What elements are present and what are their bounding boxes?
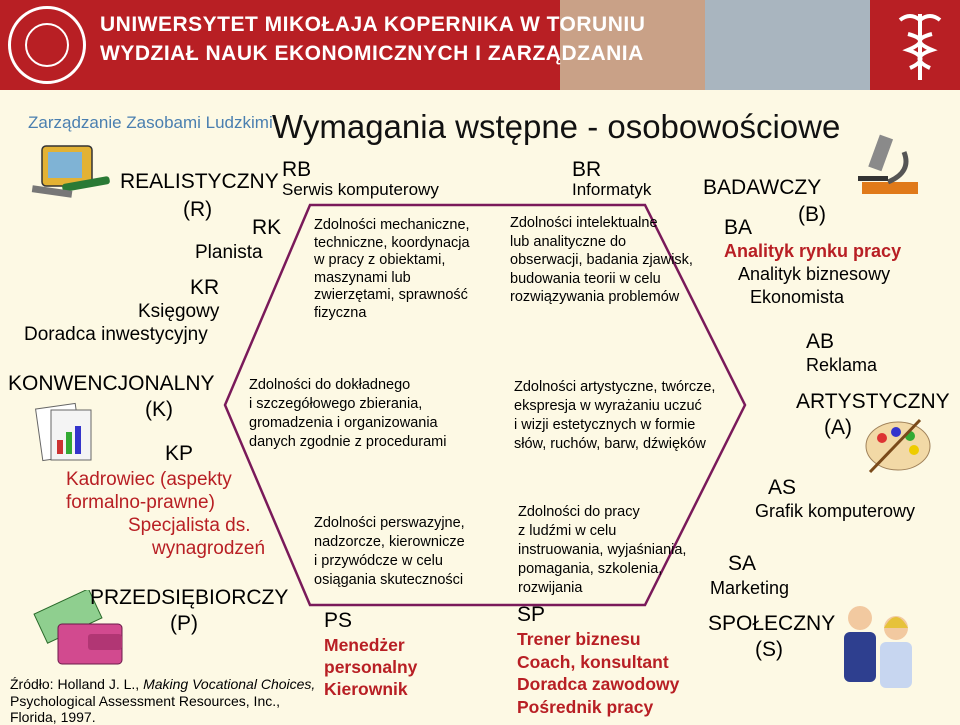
page-title: Wymagania wstępne - osobowościowe xyxy=(272,108,841,145)
job-computer-service: Serwis komputerowy xyxy=(282,180,439,199)
type-social: SPOŁECZNY xyxy=(708,612,836,635)
people-icon xyxy=(832,600,924,696)
job-payroll-specialist: Specjalista ds. xyxy=(128,515,251,536)
type-social-code: (S) xyxy=(755,638,783,661)
type-investigative: BADAWCZY xyxy=(703,176,822,199)
skills-artistic: Zdolności artystyczne, twórcze, ekspresja w wyrażaniu uczuć i wizji estetycznych w formie słów, ruchów, barw, dźwięków xyxy=(514,379,716,452)
skills-social: Zdolności do pracy z ludźmi w celu instruowania, wyjaśniania, pomagania, szkolenia, rozwijania xyxy=(518,504,687,596)
job-advertising: Reklama xyxy=(806,355,878,375)
code-rb: RB xyxy=(282,158,312,181)
code-kp: KP xyxy=(165,442,194,465)
code-sp: SP xyxy=(517,603,546,626)
job-business-analyst: Analityk biznesowy xyxy=(738,264,891,284)
skills-conventional: Zdolności do dokładnego i szczegółowego zbierania, gromadzenia i organizowania danych zgodnie z procedurami xyxy=(249,377,447,450)
skills-realistic: Zdolności mechaniczne, techniczne, koordynacja w pracy z obiektami, maszynami lub zwierzętami, sprawność fizyczna xyxy=(314,217,470,321)
microscope-icon xyxy=(848,132,932,202)
code-br: BR xyxy=(572,158,602,181)
source-citation: Źródło: Holland J. L., Making Vocational Choices, xyxy=(10,676,316,692)
type-artistic: ARTYSTYCZNY xyxy=(796,390,950,413)
code-rk: RK xyxy=(252,216,282,239)
type-investigative-code: (B) xyxy=(798,203,826,226)
faculty-name: WYDZIAŁ NAUK EKONOMICZNYCH I ZARZĄDZANIA xyxy=(100,42,644,65)
jobs-ps: Menedżer personalny Kierownik xyxy=(324,635,418,699)
source-citation-3: Florida, 1997. xyxy=(10,709,96,725)
code-ab: AB xyxy=(806,330,835,353)
code-ba: BA xyxy=(724,216,753,239)
job-planner: Planista xyxy=(195,242,263,263)
code-kr: KR xyxy=(190,276,220,299)
job-marketing: Marketing xyxy=(710,578,790,598)
skills-enterprising: Zdolności perswazyjne, nadzorcze, kierownicze i przywódcze w celu osiągania skuteczności xyxy=(314,515,465,588)
job-graphic-designer: Grafik komputerowy xyxy=(755,501,916,521)
type-conventional-code: (K) xyxy=(145,398,173,421)
type-enterprising: PRZEDSIĘBIORCZY xyxy=(90,586,289,609)
palette-icon xyxy=(860,412,936,476)
type-artistic-code: (A) xyxy=(824,416,852,439)
jobs-sp: Trener biznesu Coach, konsultant Doradca zawodowy Pośrednik pracy xyxy=(517,629,680,717)
job-accountant: Księgowy xyxy=(138,301,220,322)
skills-investigative: Zdolności intelektualne lub analityczne do obserwacji, badania zjawisk, budowania teorii w celu rozwiązywania problemów xyxy=(510,215,693,305)
source-citation-2: Psychological Assessment Resources, Inc., xyxy=(10,693,281,709)
code-ps: PS xyxy=(324,609,353,632)
job-investment-advisor: Doradca inwestycyjny xyxy=(24,324,208,345)
charts-icon xyxy=(35,400,97,466)
job-hr-formal: Kadrowiec (aspekty xyxy=(66,469,232,490)
code-sa: SA xyxy=(728,552,757,575)
university-name: UNIWERSYTET MIKOŁAJA KOPERNIKA W TORUNIU xyxy=(100,13,646,36)
code-as: AS xyxy=(768,476,797,499)
job-labor-market-analyst: Analityk rynku pracy xyxy=(724,241,902,261)
tools-tv-icon xyxy=(28,140,120,210)
job-economist: Ekonomista xyxy=(750,287,845,307)
type-conventional: KONWENCJONALNY xyxy=(8,372,215,395)
job-it-specialist: Informatyk xyxy=(572,180,652,199)
job-hr-formal-2: formalno-prawne) xyxy=(66,492,215,513)
job-payroll-specialist-2: wynagrodzeń xyxy=(152,538,266,559)
type-enterprising-code: (P) xyxy=(170,612,198,635)
type-realistic: REALISTYCZNY xyxy=(120,170,279,193)
type-realistic-code: (R) xyxy=(183,198,213,221)
course-name: Zarządzanie Zasobami Ludzkimi xyxy=(28,113,273,132)
